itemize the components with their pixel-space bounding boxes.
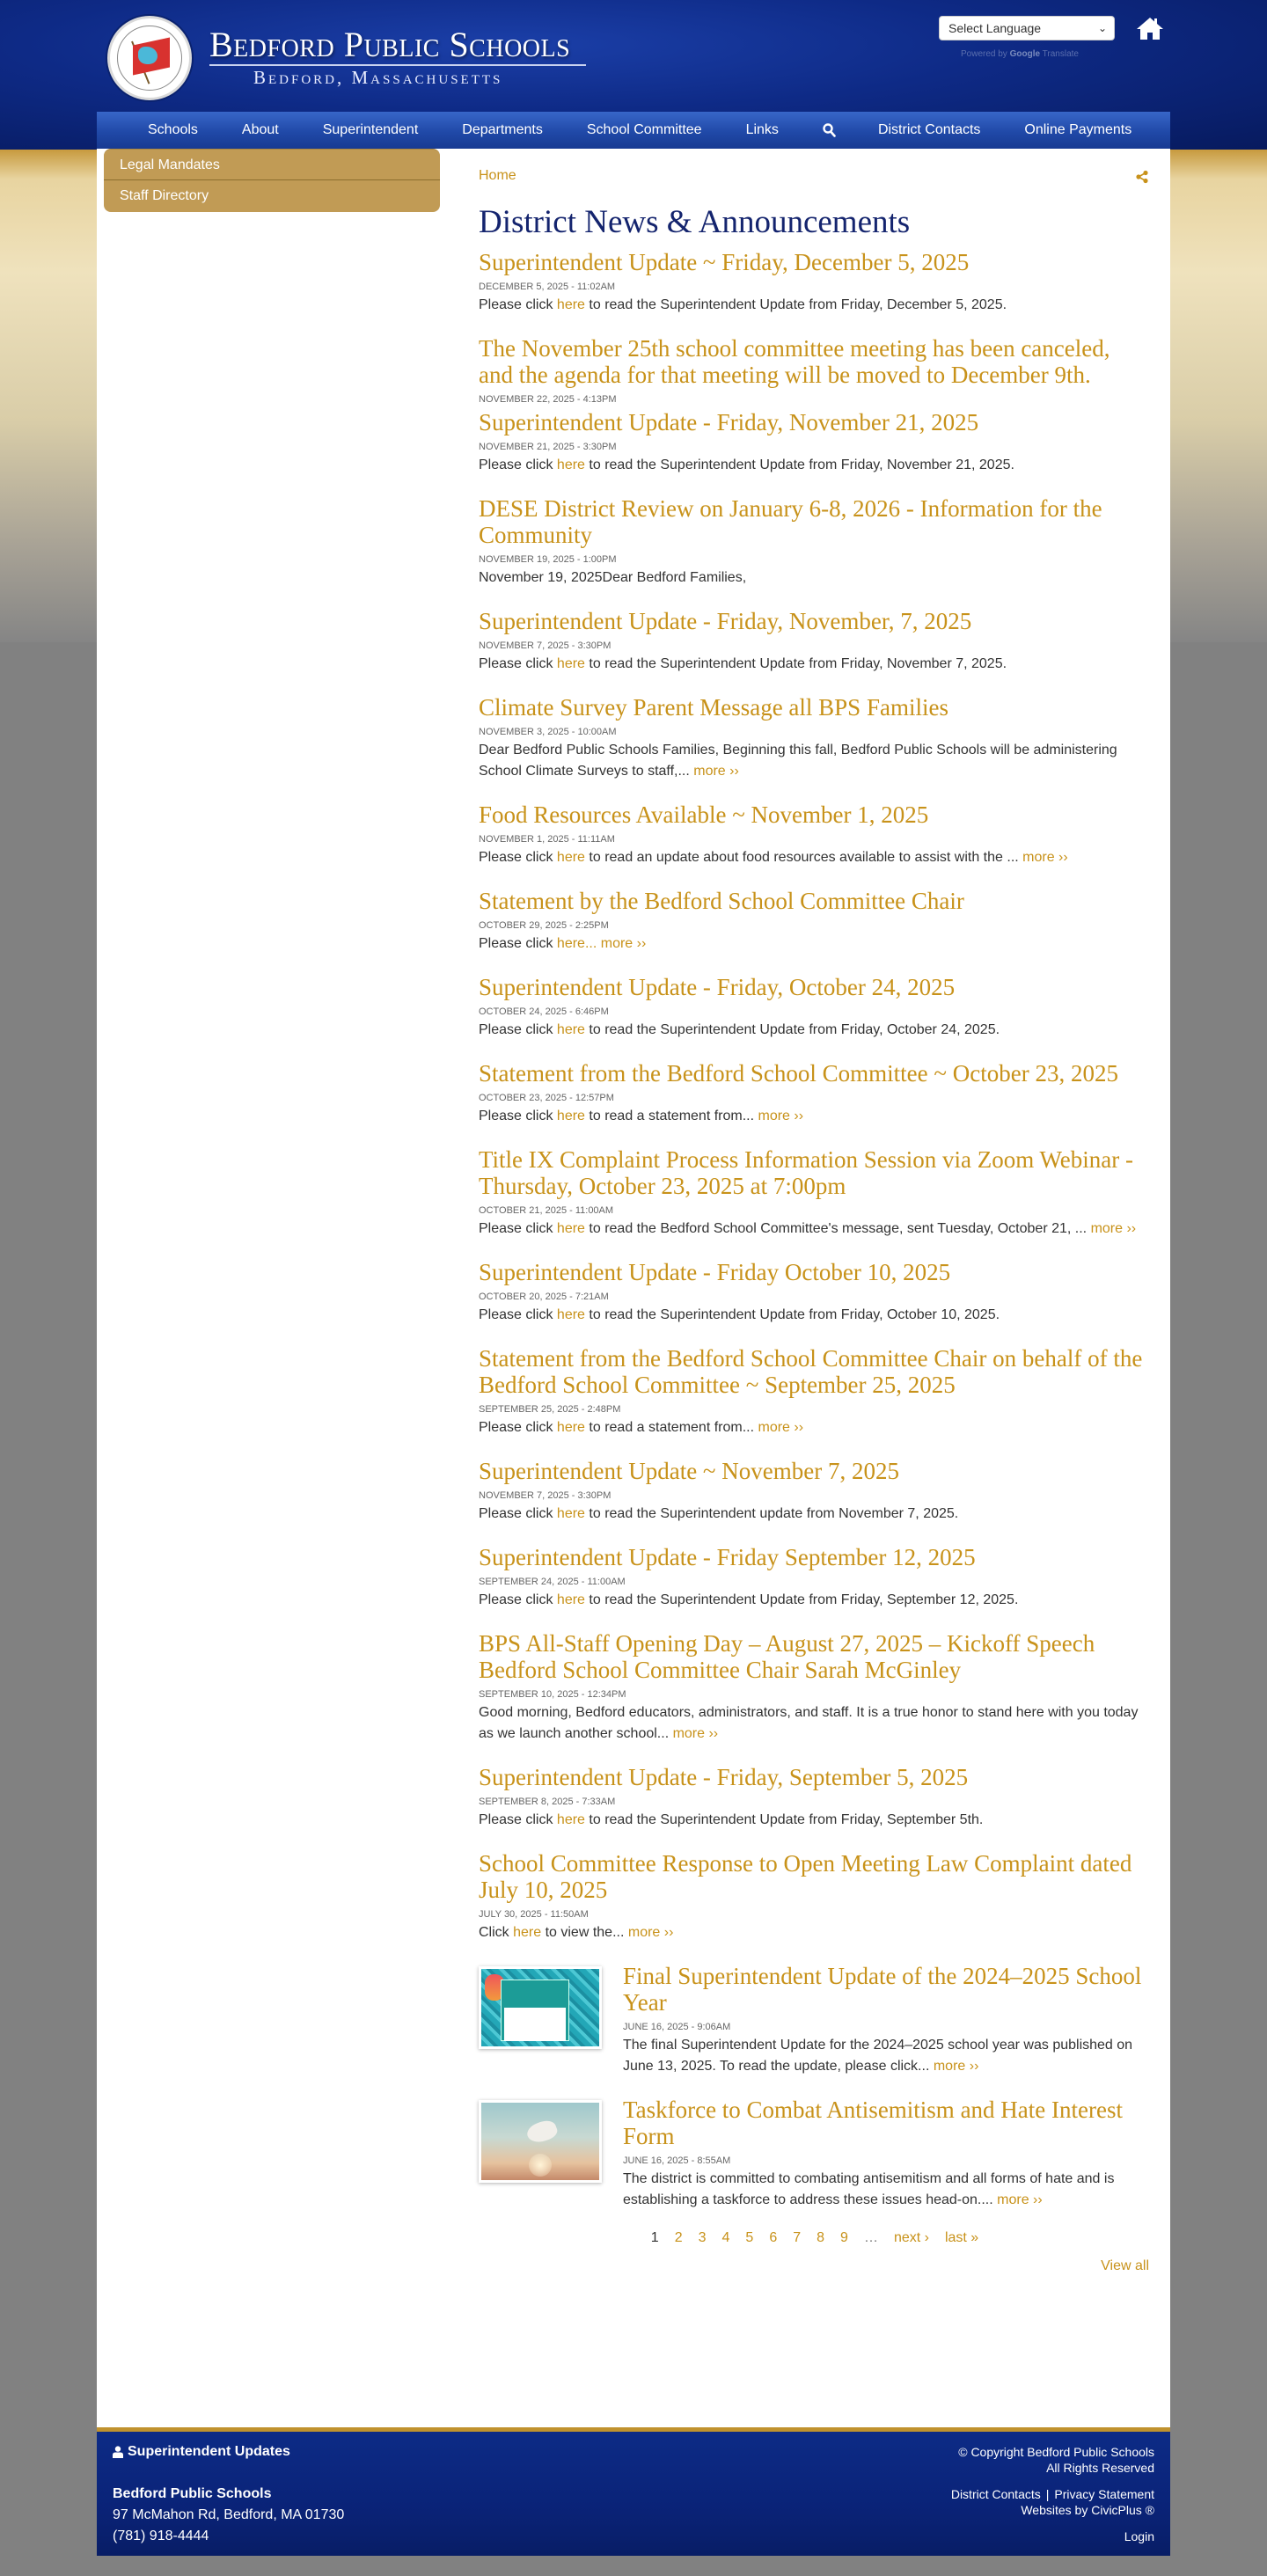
news-thumbnail[interactable] <box>479 1966 602 2049</box>
more-link[interactable]: more ›› <box>672 1726 719 1741</box>
news-date: DECEMBER 5, 2025 - 11:02AM <box>479 282 616 292</box>
dove-graphic <box>524 2118 559 2146</box>
summary-text: Good morning, Bedford educators, administrators, and staff. It is a true honor to stand here with you today as we launch another school... <box>479 1705 1139 1741</box>
more-link[interactable]: more ›› <box>693 764 739 779</box>
news-summary <box>479 1922 1149 1943</box>
content-area <box>97 149 1170 2427</box>
news-title-link[interactable]: BPS All-Staff Opening Day – August 27, 2025 – Kickoff Speech Bedford School Committee Chair Sarah McGinley <box>479 1630 1095 1683</box>
news-item <box>479 1630 1149 1745</box>
login-link[interactable]: Login <box>1124 2529 1154 2543</box>
nav-search-button[interactable] <box>823 123 836 137</box>
news-date: OCTOBER 21, 2025 - 11:00AM <box>479 1205 614 1216</box>
copyright-text: © Copyright Bedford Public Schools <box>958 2445 1154 2459</box>
news-title-link[interactable]: School Committee Response to Open Meeting Law Complaint dated July 10, 2025 <box>479 1850 1132 1903</box>
page-title: District News & Announcements <box>479 204 911 240</box>
sidebar-item-legal-mandates[interactable]: Legal Mandates <box>104 149 440 180</box>
here-link[interactable]: here <box>556 457 585 472</box>
news-date: SEPTEMBER 24, 2025 - 11:00AM <box>479 1577 626 1587</box>
news-date: JUNE 16, 2025 - 8:55AM <box>623 2155 731 2166</box>
next-page-link[interactable]: next › <box>893 2230 929 2245</box>
summary-text: Dear Bedford Public Schools Families, Beginning this fall, Bedford Public Schools will be administering School Climate Surveys to staff,... <box>479 743 1117 779</box>
news-date: SEPTEMBER 10, 2025 - 12:34PM <box>479 1689 626 1700</box>
user-icon <box>113 2446 123 2458</box>
last-page-link[interactable]: last » <box>944 2230 979 2245</box>
summary-text: Please click <box>479 1592 557 1607</box>
powered-by-label: Powered by <box>961 49 1007 59</box>
news-date: OCTOBER 20, 2025 - 7:21AM <box>479 1292 609 1302</box>
search-icon <box>823 123 836 137</box>
main-content <box>479 149 1149 2274</box>
summary-text: Please click <box>479 850 557 865</box>
news-item <box>479 1259 1149 1326</box>
news-summary <box>479 1020 1149 1041</box>
here-link[interactable]: here <box>513 1925 542 1940</box>
news-date: JULY 30, 2025 - 11:50AM <box>479 1909 589 1920</box>
page-link-6[interactable]: 6 <box>769 2230 778 2245</box>
news-title-link[interactable]: Statement from the Bedford School Committee Chair on behalf of the Bedford School Committee ~ September 25, 2025 <box>479 1345 1143 1398</box>
footer-org-name: Bedford Public Schools <box>113 2486 272 2501</box>
nav-item-schools[interactable]: Schools <box>148 122 198 137</box>
news-title-link[interactable]: The November 25th school committee meeting has been canceled, and the agenda for that meeting will be moved to December 9th. <box>479 335 1110 388</box>
newsletter-body-graphic <box>504 2008 566 2041</box>
nav-item-online-payments[interactable]: Online Payments <box>1024 122 1132 137</box>
view-all-label[interactable]: View all <box>1101 2258 1149 2273</box>
news-date: OCTOBER 23, 2025 - 12:57PM <box>479 1093 614 1103</box>
news-summary <box>479 1305 1149 1326</box>
nav-item-about[interactable]: About <box>241 122 279 137</box>
more-link[interactable]: more ›› <box>758 1420 804 1435</box>
news-item <box>479 888 1149 955</box>
here-link[interactable]: here <box>556 297 585 312</box>
flag-emblem <box>138 47 157 64</box>
news-item <box>479 694 1149 782</box>
summary-text: to read the Superintendent Update from Friday, October 10, 2025. <box>584 1307 1000 1322</box>
view-all-link[interactable] <box>479 2258 1149 2274</box>
news-item <box>479 1458 1149 1525</box>
site-title[interactable]: Bedford Public Schools <box>209 25 571 64</box>
summary-text: Please click <box>479 1307 557 1322</box>
superintendent-update-pool-image <box>481 1969 599 2046</box>
nav-item-superintendent[interactable]: Superintendent <box>322 122 419 137</box>
news-date: NOVEMBER 7, 2025 - 3:30PM <box>479 1490 612 1501</box>
news-summary <box>479 1417 1149 1438</box>
summary-text: to read the Superintendent Update from Friday, September 5th. <box>584 1812 984 1827</box>
nav-item-links[interactable]: Links <box>745 122 779 137</box>
nav-item-school-committee[interactable]: School Committee <box>586 122 702 137</box>
summary-text: Please click <box>479 457 557 472</box>
here-link[interactable]: here <box>556 850 585 865</box>
dove-image <box>481 2103 599 2180</box>
page-ellipsis: … <box>863 2230 878 2245</box>
more-link[interactable]: more ›› <box>1090 1221 1137 1236</box>
summary-text: to read the Superintendent Update from Friday, November 21, 2025. <box>584 457 1014 472</box>
summary-text: The district is committed to combating antisemitism and all forms of hate and is establishing a taskforce to address these issues head-on.... <box>623 2171 1115 2207</box>
language-select-value: Select Language <box>948 21 1042 35</box>
page-link-3[interactable]: 3 <box>698 2230 707 2245</box>
news-item <box>479 1060 1149 1127</box>
here-link[interactable]: here <box>556 1812 585 1827</box>
here-link[interactable]: here <box>556 656 585 671</box>
privacy-statement-link[interactable]: Privacy Statement <box>1054 2487 1154 2501</box>
news-item <box>479 409 1149 476</box>
featured-text <box>623 1963 1149 2077</box>
summary-text: Please click <box>479 1420 557 1435</box>
news-date: NOVEMBER 3, 2025 - 10:00AM <box>479 727 617 737</box>
civicplus-link[interactable]: Websites by CivicPlus ® <box>1021 2503 1154 2517</box>
google-translate-credit <box>961 49 1079 59</box>
home-icon[interactable] <box>1135 16 1165 40</box>
more-link[interactable]: more ›› <box>933 2059 979 2074</box>
footer-links <box>951 2486 1154 2502</box>
featured-news-item <box>479 2097 1149 2211</box>
sidebar <box>104 149 440 212</box>
page-link-8[interactable]: 8 <box>817 2230 825 2245</box>
news-title-link[interactable]: Superintendent Update ~ Friday, December 5, 2025 <box>479 249 970 275</box>
spacer <box>951 2476 1154 2486</box>
news-date: NOVEMBER 21, 2025 - 3:30PM <box>479 442 617 452</box>
news-title-link[interactable]: Statement from the Bedford School Committee ~ October 23, 2025 <box>479 1060 1118 1087</box>
news-summary <box>479 1106 1149 1127</box>
page-link-2[interactable]: 2 <box>674 2230 683 2245</box>
footer-district-contacts-link[interactable]: District Contacts <box>950 2487 1041 2501</box>
more-link[interactable]: more ›› <box>758 1109 804 1123</box>
footer-left <box>113 2444 344 2544</box>
news-summary <box>479 1218 1149 1240</box>
news-date: SEPTEMBER 25, 2025 - 2:48PM <box>479 1404 621 1415</box>
title-divider <box>209 64 586 66</box>
news-title-link[interactable]: Superintendent Update - Friday, October 24, 2025 <box>479 974 956 1000</box>
news-summary <box>623 2035 1149 2077</box>
news-summary <box>479 740 1149 782</box>
summary-text: to read the Superintendent Update from Friday, November 7, 2025. <box>584 656 1007 671</box>
news-summary <box>479 1504 1149 1525</box>
news-title-link[interactable]: Taskforce to Combat Antisemitism and Hate Interest Form <box>623 2097 1123 2149</box>
summary-text: Please click <box>479 1506 557 1521</box>
news-summary <box>479 933 1149 955</box>
footer-address: 97 McMahon Rd, Bedford, MA 01730 <box>113 2507 345 2522</box>
news-summary <box>479 847 1149 868</box>
footer-phone: (781) 918-4444 <box>113 2528 209 2543</box>
superintendent-updates-label: Superintendent Updates <box>128 2444 290 2459</box>
summary-text: to read the Superintendent update from November 7, 2025. <box>584 1506 959 1521</box>
summary-text: Please click <box>479 1812 557 1827</box>
summary-text: to read the Superintendent Update from Friday, December 5, 2025. <box>584 297 1007 312</box>
summary-text: to read the Superintendent Update from Friday, September 12, 2025. <box>584 1592 1019 1607</box>
here-link[interactable]: here <box>556 1022 585 1037</box>
here-link[interactable]: here <box>556 1109 585 1123</box>
news-item <box>479 1146 1149 1240</box>
news-summary <box>479 295 1149 316</box>
main-nav <box>97 112 1170 149</box>
news-date: NOVEMBER 22, 2025 - 4:13PM <box>479 394 617 405</box>
news-title-link[interactable]: Climate Survey Parent Message all BPS Families <box>479 694 948 721</box>
site-subtitle: Bedford, Massachusetts <box>253 67 503 88</box>
page-link-9[interactable]: 9 <box>840 2230 848 2245</box>
nav-item-district-contacts[interactable]: District Contacts <box>877 122 981 137</box>
summary-text: The final Superintendent Update for the 2024–2025 school year was published on June 13, 2025. To read the update, please click... <box>623 2038 1133 2074</box>
news-item <box>479 608 1149 675</box>
news-list <box>479 249 1149 2211</box>
summary-text: to read the Superintendent Update from Friday, October 24, 2025. <box>584 1022 1000 1037</box>
news-title-link[interactable]: Superintendent Update - Friday, November, 7, 2025 <box>479 608 972 634</box>
news-item <box>479 495 1149 589</box>
news-date: SEPTEMBER 8, 2025 - 7:33AM <box>479 1797 616 1807</box>
translate-link[interactable]: Translate <box>1042 49 1079 59</box>
here-link[interactable]: here <box>556 1221 585 1236</box>
breadcrumb <box>479 168 1149 186</box>
language-select[interactable] <box>939 16 1115 40</box>
news-title-link[interactable]: Statement by the Bedford School Committee Chair <box>479 888 964 914</box>
news-title-link[interactable]: Final Superintendent Update of the 2024–2025 School Year <box>623 1963 1142 2016</box>
site-header <box>97 0 1170 112</box>
featured-news-item <box>479 1963 1149 2077</box>
more-link[interactable]: more ›› <box>627 1925 674 1940</box>
news-title-link[interactable]: Title IX Complaint Process Information Session via Zoom Webinar - Thursday, October 23, 2025 at 7:00pm <box>479 1146 1134 1199</box>
news-date: JUNE 16, 2025 - 9:06AM <box>623 2022 731 2032</box>
page-current: 1 <box>650 2230 659 2245</box>
news-date: NOVEMBER 7, 2025 - 3:30PM <box>479 640 612 651</box>
news-summary <box>479 654 1149 675</box>
news-summary <box>479 455 1149 476</box>
sun-graphic <box>529 2154 552 2177</box>
page-link-4[interactable]: 4 <box>721 2230 730 2245</box>
more-link[interactable]: more ›› <box>1022 850 1068 865</box>
news-summary <box>623 2169 1149 2211</box>
summary-text: Click <box>479 1925 514 1940</box>
summary-text: to view the... <box>541 1925 628 1940</box>
breadcrumb-home[interactable]: Home <box>479 168 516 183</box>
news-title-link[interactable]: Superintendent Update - Friday October 10, 2025 <box>479 1259 951 1285</box>
spacer <box>951 2518 1154 2528</box>
news-item <box>479 335 1149 406</box>
news-item <box>479 1544 1149 1611</box>
news-date: OCTOBER 24, 2025 - 6:46PM <box>479 1006 609 1017</box>
summary-text: Please click <box>479 1109 557 1123</box>
news-title-link[interactable]: Superintendent Update - Friday, September 5, 2025 <box>479 1764 969 1790</box>
summary-text: to read a statement from... <box>584 1109 758 1123</box>
news-title-link[interactable]: Superintendent Update ~ November 7, 2025 <box>479 1458 899 1484</box>
chevron-down-icon: ⌄ <box>1097 22 1107 34</box>
summary-text: to read the Bedford School Committee's message, sent Tuesday, October 21, ... <box>584 1221 1091 1236</box>
summary-text: Please click <box>479 936 557 951</box>
page-link-7[interactable]: 7 <box>793 2230 802 2245</box>
news-summary: November 19, 2025Dear Bedford Families, <box>479 570 747 585</box>
summary-text: Please click <box>479 656 557 671</box>
sidebar-item-staff-directory[interactable]: Staff Directory <box>104 180 440 212</box>
more-link[interactable]: more ›› <box>600 936 647 951</box>
rights-text: All Rights Reserved <box>1046 2461 1154 2475</box>
news-title-link[interactable]: Superintendent Update - Friday September 12, 2025 <box>479 1544 976 1570</box>
google-logo: Google <box>1009 49 1041 59</box>
news-summary <box>479 1702 1149 1745</box>
here-link[interactable]: here <box>556 1592 585 1607</box>
superintendent-updates-link[interactable] <box>113 2444 344 2460</box>
link-separator: | <box>1045 2487 1050 2501</box>
summary-text: Please click <box>479 1022 557 1037</box>
news-item <box>479 974 1149 1041</box>
district-seal-logo[interactable] <box>107 16 192 100</box>
summary-text: to read a statement from... <box>584 1420 758 1435</box>
here-link[interactable]: here... <box>556 936 597 951</box>
here-link[interactable]: here <box>556 1307 585 1322</box>
share-icon[interactable] <box>1135 170 1149 184</box>
site-footer <box>97 2427 1170 2556</box>
pagination <box>479 2230 1149 2246</box>
footer-right <box>951 2444 1154 2544</box>
news-date: OCTOBER 29, 2025 - 2:25PM <box>479 920 609 931</box>
featured-text <box>623 2097 1149 2211</box>
page-link-5[interactable]: 5 <box>745 2230 754 2245</box>
news-item <box>479 1764 1149 1831</box>
news-title-link[interactable]: DESE District Review on January 6-8, 2026 - Information for the Community <box>479 495 1102 548</box>
summary-text: to read an update about food resources available to assist with the ... <box>584 850 1023 865</box>
here-link[interactable]: here <box>556 1420 585 1435</box>
summary-text: Please click <box>479 297 557 312</box>
news-summary <box>479 1810 1149 1831</box>
summary-text: Please click <box>479 1221 557 1236</box>
news-item <box>479 1850 1149 1943</box>
news-title-link[interactable]: Food Resources Available ~ November 1, 2025 <box>479 801 929 828</box>
news-thumbnail[interactable] <box>479 2100 602 2183</box>
news-date: NOVEMBER 1, 2025 - 11:11AM <box>479 834 615 845</box>
more-link[interactable]: more ›› <box>997 2192 1043 2207</box>
here-link[interactable]: here <box>556 1506 585 1521</box>
news-item <box>479 249 1149 316</box>
news-summary <box>479 1590 1149 1611</box>
news-title-link[interactable]: Superintendent Update - Friday, November 21, 2025 <box>479 409 979 435</box>
news-item <box>479 1345 1149 1438</box>
news-date: NOVEMBER 19, 2025 - 1:00PM <box>479 554 617 565</box>
news-item <box>479 801 1149 868</box>
nav-item-departments[interactable]: Departments <box>462 122 543 137</box>
